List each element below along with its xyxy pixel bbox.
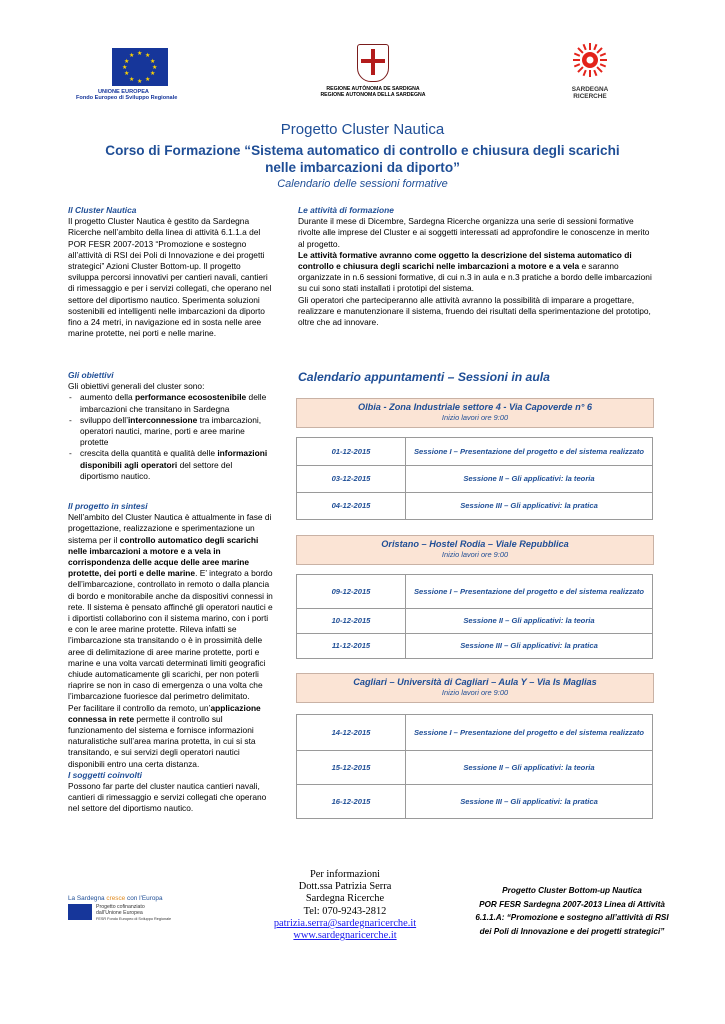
- venue-time: Inizio lavori ore 9:00: [441, 688, 509, 697]
- eu-small-2: dall’Unione Europea: [96, 910, 143, 917]
- session-date: 09-12-2015: [297, 575, 406, 609]
- eu-caption-2: Fondo Europeo di Sviluppo Regionale: [76, 95, 178, 101]
- session-title: Sessione II – Gli applicativi: la teoria: [406, 609, 653, 634]
- activities-text-1: Durante il mese di Dicembre, Sardegna Ricerche organizza una serie di sessioni formative rivolte alle imprese del Cluster e ai soggetti interessati ad approfondire le conoscenze in merito al progetto.: [298, 216, 650, 249]
- brief-text-2: Per facilitare il controllo da remoto, un’applicazione connessa in rete permette il controllo sul funzionamento del sistema e fornisce informazioni naturalistiche sull’area marina protetta, in cui si sta transitando, e sui servizi degli operatori nautici disponibili entro una certa distanza.: [68, 702, 261, 769]
- session-date: 01-12-2015: [297, 438, 406, 466]
- venue-header: [296, 535, 654, 565]
- table-row: [297, 575, 653, 609]
- venue-time: Inizio lavori ore 9:00: [441, 413, 509, 422]
- session-title: Sessione III – Gli applicativi: la pratica: [406, 493, 653, 520]
- brief-section: [68, 501, 273, 815]
- brief-text: Nell’ambito del Cluster Nautica è attualmente in fase di progettazione, realizzazione e sperimentazione un sistema per il controllo automatico degli scarichi nelle imbarcazioni a motore e a vela in corrispondenza delle acque delle aree marine protette, dei porti e delle marine. E’ integrato a bordo dell’imbarcazione, controllato in remoto o dalla plancia di bordo e monitorabile anche da dispositivi connessi in rete. Il sistema è pensato affinché gli operatori nautici e i diportisti collaborino con il sistema marino, con i porti e con le aree marine protette. Rileva infatti se l’imbarcazione sta transitando o è in prossimità delle aree di delimitazione di aree marine protette, porti e marine e una volta varcati determinati limiti geografici chiude automaticamente gli scarichi, per non poterli riaprire se non in caso di emergenza o una volta che l’imbarcazione fuoriesce dal perimetro delimitato.: [68, 512, 273, 702]
- session-date: 14-12-2015: [297, 715, 406, 751]
- sardinia-shield-icon: [357, 44, 389, 82]
- cluster-heading: Il Cluster Nautica: [68, 205, 137, 215]
- session-title: Sessione II – Gli applicativi: la teoria: [406, 751, 653, 785]
- eu-slogan: La Sardegna cresce con l’Europa: [68, 895, 163, 902]
- table-row: [297, 715, 653, 751]
- session-date: 10-12-2015: [297, 609, 406, 634]
- venue-name: Oristano – Hostel Rodia – Viale Repubblica: [381, 539, 569, 549]
- email-link[interactable]: patrizia.serra@sardegnaricerche.it: [273, 917, 417, 929]
- sardegna-ricerche-logo: [560, 42, 620, 100]
- table-row: [297, 751, 653, 785]
- table-row: [297, 466, 653, 493]
- sr-caption-2: RICERCHE: [573, 93, 607, 100]
- page-title: Progetto Cluster Nautica: [280, 121, 445, 138]
- goal-item: - crescita della quantità e qualità delle informazioni disponibili agli operatori del settore del diportismo nautico.: [68, 448, 273, 482]
- eu-small-1: Progetto cofinanziato: [96, 904, 145, 910]
- table-row: [297, 785, 653, 819]
- calendar-title: Calendario appuntamenti – Sessioni in aula: [298, 370, 550, 384]
- table-row: [297, 634, 653, 659]
- venue-header: [296, 398, 654, 428]
- goals-list: [68, 392, 273, 482]
- goal-item: - aumento della performance ecosostenibile delle imbarcazioni che transitano in Sardegna: [68, 392, 273, 414]
- sessions-table: [296, 714, 653, 819]
- table-row: [297, 609, 653, 634]
- sessions-table: [296, 574, 653, 659]
- course-title: Corso di Formazione “Sistema automatico di controllo e chiusura degli scarichi nelle imbarcazioni da diporto”: [105, 143, 620, 175]
- contact-name: Dott.ssa Patrizia Serra: [298, 881, 392, 893]
- session-title: Sessione III – Gli applicativi: la pratica: [406, 785, 653, 819]
- website-link[interactable]: www.sardegnaricerche.it: [293, 930, 397, 942]
- calendar-subtitle: Calendario delle sessioni formative: [277, 178, 448, 190]
- venue-header: [296, 673, 654, 703]
- eu-cofinance-logo: [68, 895, 198, 923]
- goals-section: [68, 370, 273, 482]
- activities-text-3: Gli operatori che parteciperanno alle attività avranno la possibilità di imparare a progettare, realizzare e manutenzionare il sistema, fruendo dei risultati della sperimentazione del prototipo, oltre che ad innovare.: [298, 294, 651, 328]
- organization: Sardegna Ricerche: [305, 893, 385, 905]
- program-note: [452, 884, 692, 938]
- session-title: Sessione I – Presentazione del progetto e del sistema realizzato: [406, 575, 653, 609]
- sun-icon: [572, 42, 608, 78]
- session-date: 03-12-2015: [297, 466, 406, 493]
- program-line-1: Progetto Cluster Bottom-up Nautica: [502, 886, 642, 895]
- session-date: 04-12-2015: [297, 493, 406, 520]
- program-line-3: 6.1.1.A: “Promozione e sostegno all’attività di RSI: [475, 913, 669, 923]
- session-title: Sessione I – Presentazione del progetto e del sistema realizzato: [406, 715, 653, 751]
- ras-caption-2: REGIONE AUTONOMA DELLA SARDEGNA: [320, 92, 426, 98]
- venue-name: Cagliari – Università di Cagliari – Aula Y – Via Is Maglias: [353, 677, 597, 687]
- activities-text-2: Le attività formative avranno come oggetto la descrizione del sistema automatico di controllo e chiusura degli scarichi nelle imbarcazioni a motore e a vela e saranno organizzate in n.6 sessioni formative, di cui n.3 in aula e n.3 pratiche a bordo delle imbarcazioni su cui sono stati installati i prototipi del sistema.: [298, 249, 652, 294]
- table-row: [297, 438, 653, 466]
- eu-small-3: FESR Fondo Europeo di Sviluppo Regionale: [96, 917, 172, 922]
- ras-logo: [318, 44, 428, 98]
- goals-intro: Gli obiettivi generali del cluster sono:: [68, 381, 205, 392]
- phone: Tel: 070-9243-2812: [303, 905, 387, 917]
- contact-block: [265, 869, 425, 942]
- cluster-section: [68, 205, 273, 339]
- activities-heading: Le attività di formazione: [298, 205, 394, 215]
- venue-name: Olbia - Zona Industriale settore 4 - Via Capoverde n° 6: [357, 402, 593, 412]
- subjects-text: Possono far parte del cluster nautica cantieri navali, cantieri di rimessaggio e servizi collegati che operano nel settore del diportismo nautico.: [68, 781, 267, 814]
- sessions-table: [296, 437, 653, 520]
- venue-time: Inizio lavori ore 9:00: [441, 550, 509, 559]
- goals-heading: Gli obiettivi: [68, 370, 114, 380]
- goal-item: - sviluppo dell’interconnessione tra imbarcazioni, operatori nautici, marine, porti e aree marine protette: [68, 415, 273, 449]
- info-heading: Per informazioni: [309, 869, 381, 880]
- session-title: Sessione III – Gli applicativi: la pratica: [406, 634, 653, 659]
- brief-heading: Il progetto in sintesi: [68, 501, 148, 511]
- subjects-heading: I soggetti coinvolti: [68, 769, 142, 780]
- eu-logo: [76, 48, 208, 101]
- sr-caption-1: SARDEGNA: [571, 86, 609, 93]
- session-date: 15-12-2015: [297, 751, 406, 785]
- activities-section: [298, 205, 658, 328]
- program-line-2: POR FESR Sardegna 2007-2013 Linea di Attività: [479, 899, 665, 909]
- table-row: [297, 493, 653, 520]
- eu-flag-icon: [68, 904, 92, 920]
- eu-caption-1: UNIONE EUROPEA: [98, 89, 149, 95]
- session-title: Sessione II – Gli applicativi: la teoria: [406, 466, 653, 493]
- session-date: 16-12-2015: [297, 785, 406, 819]
- eu-flag-icon: ★ ★ ★ ★ ★ ★ ★ ★ ★ ★ ★ ★: [112, 48, 168, 86]
- cluster-text: Il progetto Cluster Nautica è gestito da Sardegna Ricerche nell’ambito della linea di attività 6.1.1.a del POR FESR 2007-2013 “Promozione e sostegno all’attività di RSI dei Poli di Innovazione e dei progetti strategici” Azioni Cluster Bottom-up. Il progetto sviluppa percorsi innovativi per cantieri navali, cantieri di rimessaggio e per i servizi collegati, che operano nel settore del diportismo nautico. Sperimenta soluzioni sostenibili ed intelligenti nelle imbarcazioni da diporto fino a 24 metri, in navigazione ed in sosta nelle aree marine protette, nei porti e nelle marine.: [68, 216, 272, 339]
- session-date: 11-12-2015: [297, 634, 406, 659]
- ras-caption-1: REGIONE AUTÒNOMA DE SARDIGNA: [326, 86, 420, 92]
- program-line-4: dei Poli di Innovazione e dei progetti strategici”: [479, 926, 665, 936]
- session-title: Sessione I – Presentazione del progetto e del sistema realizzato: [406, 438, 653, 466]
